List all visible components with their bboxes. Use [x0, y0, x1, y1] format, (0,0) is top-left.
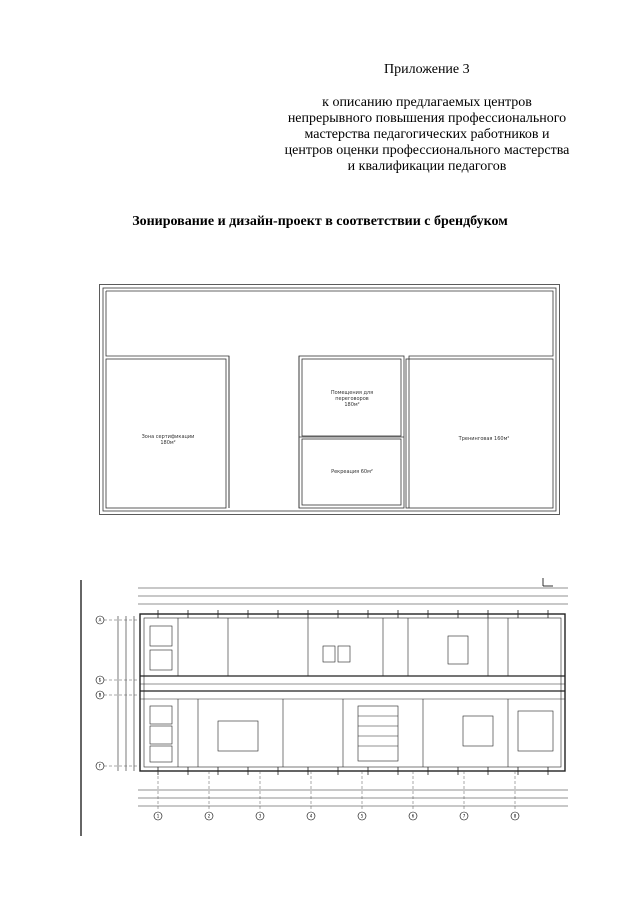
- zone-meetings-label: Помещения для переговоров 180м²: [330, 390, 374, 408]
- row-axis-label: Г: [98, 763, 102, 769]
- column-axis-label: 8: [513, 813, 517, 819]
- row-axis-label: В: [98, 692, 102, 698]
- zone-training-label: Тренинговая 160м²: [458, 436, 510, 442]
- zoning-scheme: [99, 284, 560, 515]
- column-axis-markers: [154, 812, 519, 820]
- row-axis-label: Б: [98, 677, 102, 683]
- description-line: и квалификации педагогов: [347, 159, 507, 174]
- floor-plan-drawing: [78, 576, 578, 846]
- column-axis-label: 2: [207, 813, 211, 819]
- zone-recreation-label: Рекреация 60м²: [331, 469, 373, 475]
- section-heading: Зонирование и дизайн-проект в соответствии с брендбуком: [132, 214, 508, 229]
- floor-plan: [78, 576, 578, 846]
- column-axis-label: 3: [258, 813, 262, 819]
- description-line: к описанию предлагаемых центров: [322, 95, 532, 110]
- appendix-description: [262, 95, 592, 175]
- column-axis-label: 7: [462, 813, 466, 819]
- description-line: мастерства педагогических работников и: [304, 127, 550, 142]
- description-line: непрерывного повышения профессионального: [287, 111, 567, 126]
- appendix-number: Приложение 3: [384, 62, 470, 77]
- description-line: центров оценки профессионального мастерства: [284, 143, 570, 158]
- row-axis-label: А: [98, 617, 102, 623]
- zone-certification-label: Зона сертификации 180м²: [141, 434, 195, 446]
- row-axis-markers: [96, 616, 104, 770]
- column-axis-label: 6: [411, 813, 415, 819]
- column-axis-label: 4: [309, 813, 313, 819]
- column-axis-label: 1: [156, 813, 160, 819]
- column-axis-label: 5: [360, 813, 364, 819]
